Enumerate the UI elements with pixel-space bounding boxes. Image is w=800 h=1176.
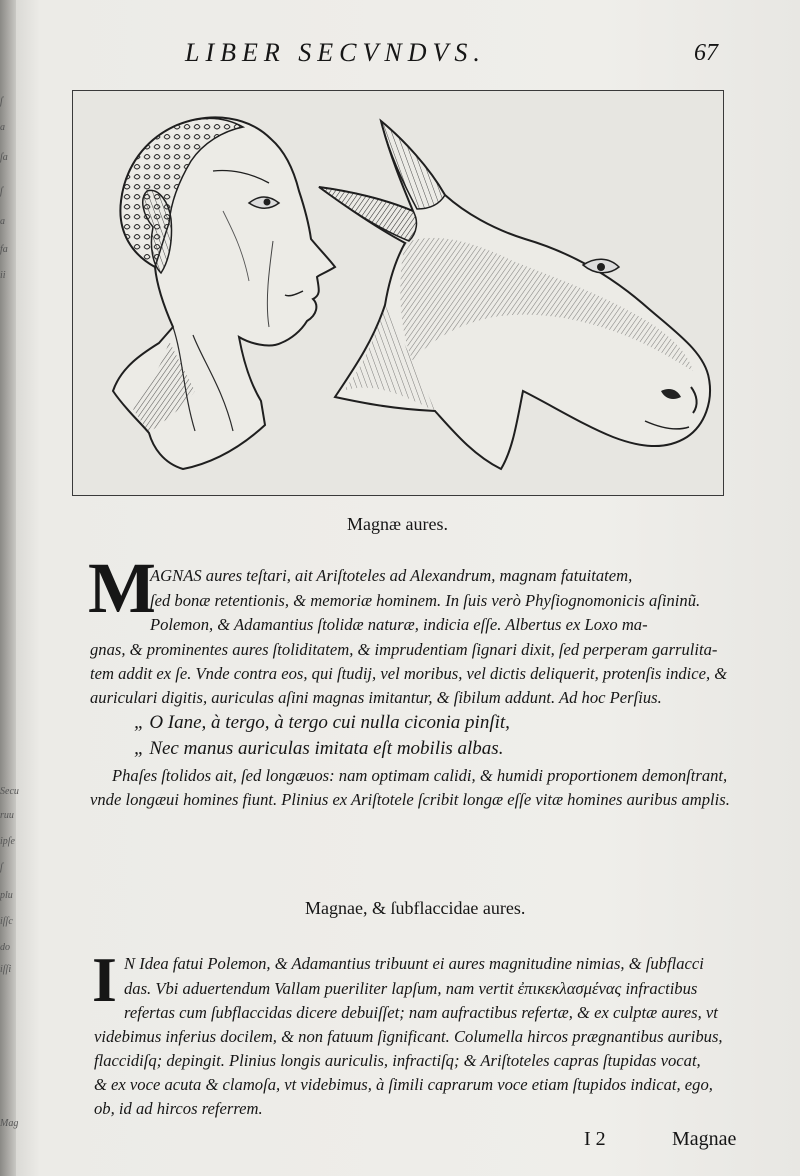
- drop-cap: I: [92, 944, 117, 1015]
- margin-note: ſ: [0, 96, 3, 107]
- page-gutter: [0, 0, 19, 1176]
- margin-note: iſſi: [0, 964, 12, 975]
- margin-note: a: [0, 216, 5, 227]
- catchword: Magnae: [672, 1128, 737, 1150]
- text-line: das. Vbi aduertendum Vallam pueriliter lapſum, nam vertit ἐπικεκλασμένας infractibus: [124, 979, 698, 998]
- text-line: tem addit ex ſe. Vnde contra eos, qui ſtudij, vel moribus, vel dictis deliquerit, protenſis indice, &: [90, 664, 728, 683]
- human-profile-head: [113, 117, 335, 469]
- text-line: ob, id ad hircos referrem.: [94, 1099, 263, 1118]
- margin-note: iſſc: [0, 916, 13, 927]
- engraving-plate: [72, 90, 724, 496]
- margin-note: ſ: [0, 862, 3, 873]
- margin-note: do: [0, 942, 10, 953]
- signature-mark: I 2: [584, 1128, 606, 1150]
- text-line: flaccidiſq; depingit. Plinius longis auriculis, infractiſq; & Ariſtoteles capras ſtupidas vocat,: [94, 1051, 701, 1070]
- engraving-illustration: [73, 91, 723, 495]
- margin-note: ruu: [0, 810, 14, 821]
- donkey-ear-right: [381, 121, 445, 209]
- text-line: ſed bonæ retentionis, & memoriæ hominem. In ſuis verò Phyſiognomonicis aſininũ.: [150, 591, 701, 610]
- text-line: vnde longæui homines fiunt. Plinius ex Ariſtotele ſcribit longæ eſſe vitæ homines auribus amplis.: [90, 790, 730, 809]
- text-line: gnas, & prominentes aures ſtoliditatem, & imprudentiam ſignari dixit, ſed perperam garrulita-: [90, 640, 718, 659]
- text-line: & ex voce acuta & clamoſa, vt videbimus, à ſimili caprarum voce etiam ſtupidos indicat, ego,: [94, 1075, 713, 1094]
- verse-line: „ Nec manus auriculas imitata eſt mobilis albas.: [134, 738, 504, 759]
- margin-note: ipſe: [0, 836, 15, 847]
- margin-note: fa: [0, 244, 8, 255]
- page-number: 67: [694, 40, 718, 66]
- text-line: refertas cum ſubflaccidas dicere debuiſſet; nam aufractibus refertæ, & ex culptæ aures, vt: [124, 1003, 718, 1022]
- verse-line: „ O Iane, à tergo, à tergo cui nulla ciconia pinſit,: [134, 712, 510, 733]
- text-line: N Idea fatui Polemon, & Adamantius tribuunt ei aures magnitudine nimias, & ſubflacci: [124, 954, 704, 973]
- margin-note: a: [0, 122, 5, 133]
- section-heading: Magnae, & ſubflaccidae aures.: [305, 898, 526, 918]
- margin-note: ſa: [0, 152, 8, 163]
- text-line: Phaſes ſtolidos ait, ſed longæuos: nam optimam calidi, & humidi proportionem demonſtrant,: [112, 766, 728, 785]
- text-line: auriculari digitis, auriculas aſini magnas imitantur, & ſibilum addunt. Ad hoc Perſius.: [90, 688, 662, 707]
- margin-note: plu: [0, 890, 13, 901]
- drop-cap: M: [88, 548, 156, 628]
- margin-note: Mag: [0, 1118, 19, 1129]
- running-head: LIBER SECVNDVS.: [185, 38, 486, 67]
- margin-note: ſ: [0, 186, 3, 197]
- text-line: Polemon, & Adamantius ſtolidæ naturæ, indicia eſſe. Albertus ex Loxo ma-: [150, 615, 648, 634]
- margin-note: ii: [0, 270, 6, 281]
- margin-note: Secu: [0, 786, 19, 797]
- section-heading: Magnæ aures.: [347, 514, 448, 534]
- text-line: AGNAS aures teſtari, ait Ariſtoteles ad Alexandrum, magnam fatuitatem,: [150, 566, 633, 585]
- donkey-head: [319, 121, 710, 469]
- text-line: videbimus inferius docilem, & non fatuum ſignificant. Columella hircos prægnantibus auribus,: [94, 1027, 723, 1046]
